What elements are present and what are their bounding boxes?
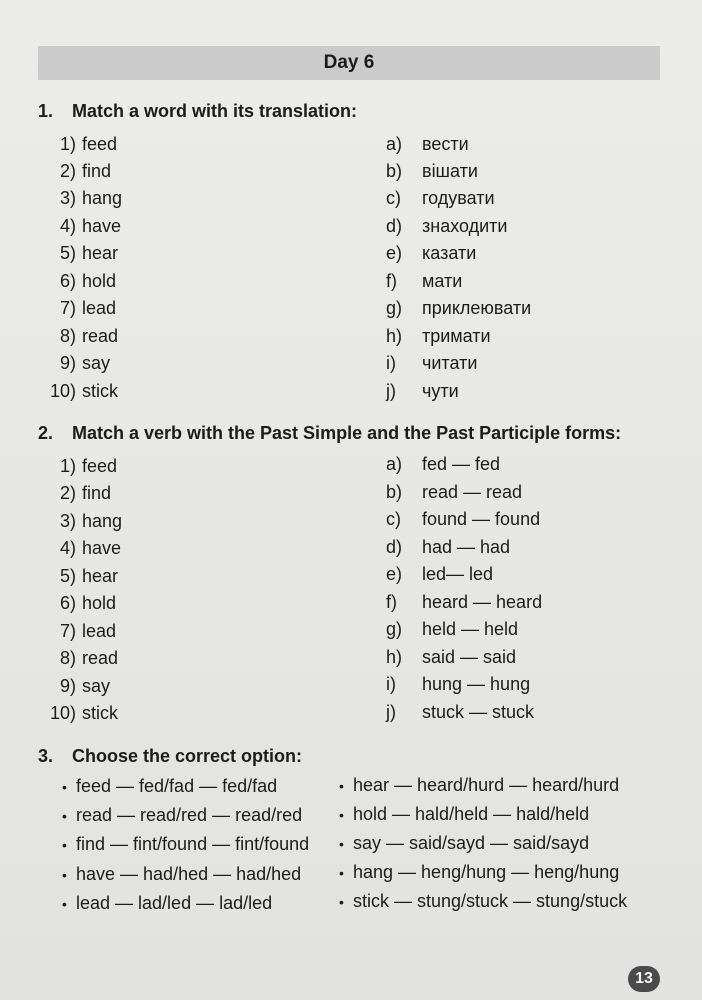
task3-right-item: • hold — hald/held — hald/held xyxy=(339,804,590,824)
task1-right-item: h) тримати xyxy=(386,326,491,346)
task2-title xyxy=(38,423,621,444)
task2-right-item: f) heard — heard xyxy=(386,592,543,612)
task2-left-item: 2) find xyxy=(59,483,112,503)
task2-right-item: c) found — found xyxy=(386,509,541,529)
task1-instruction: Match a word with its translation: xyxy=(72,101,358,121)
task3-right-item: • say — said/sayd — said/sayd xyxy=(339,833,590,853)
task1-right-item: i) читати xyxy=(386,353,478,373)
task2-left-item: 1) feed xyxy=(59,456,118,476)
task3-left-item: • find — fint/found — fint/found xyxy=(62,834,310,854)
task2-right-item: b) read — read xyxy=(386,482,523,502)
page-number-badge xyxy=(628,966,660,992)
task1-left-item: 7) lead xyxy=(59,298,117,318)
task1-right-item: j) чути xyxy=(386,381,459,401)
task3-right-item: • stick — stung/stuck — stung/stuck xyxy=(339,891,628,911)
task1-right-item: g) приклеювати xyxy=(386,298,532,318)
task3-title xyxy=(38,746,302,767)
task2-right-item: g) held — held xyxy=(386,619,519,639)
task2-left-item: 10) stick xyxy=(49,703,118,723)
task1-right-item: d) знаходити xyxy=(386,216,508,236)
task1-right-item: b) вішати xyxy=(386,161,478,181)
task1-left-item: 1) feed xyxy=(59,134,118,154)
task1-left-item: 4) have xyxy=(59,216,122,236)
task1-right-item: f) мати xyxy=(386,271,463,291)
task3-left-item: • lead — lad/led — lad/led xyxy=(62,893,273,913)
task3-number: 3. xyxy=(38,746,54,766)
day-header xyxy=(38,46,660,80)
task2-right-item: i) hung — hung xyxy=(386,674,531,694)
task1-left-item: 8) read xyxy=(59,326,119,346)
task2-left-item: 4) have xyxy=(59,538,122,558)
task1-right-item: c) годувати xyxy=(386,188,495,208)
task1-right-item: e) казати xyxy=(386,243,477,263)
task2-left-item: 5) hear xyxy=(59,566,119,586)
task3-instruction: Choose the correct option: xyxy=(72,746,303,766)
task3-right-item: • hear — heard/hurd — heard/hurd xyxy=(339,775,620,795)
task3-left-item: • read — read/red — read/red xyxy=(62,805,303,825)
task1-right-item: a) вести xyxy=(386,134,469,154)
day-title: Day 6 xyxy=(323,52,375,73)
task2-left-item: 6) hold xyxy=(59,593,117,613)
task2-left-item: 9) say xyxy=(59,676,111,696)
task2-right-item: j) stuck — stuck xyxy=(386,702,535,722)
task3-right-item: • hang — heng/hung — heng/hung xyxy=(339,862,620,882)
page-number: 13 xyxy=(635,970,653,987)
task2-left-item: 7) lead xyxy=(59,621,117,641)
task1-left-item: 2) find xyxy=(59,161,112,181)
task2-left-item: 8) read xyxy=(59,648,119,668)
task2-number: 2. xyxy=(38,423,54,443)
task1-number: 1. xyxy=(38,101,54,121)
task1-left-item: 9) say xyxy=(59,353,111,373)
task2-left-item: 3) hang xyxy=(59,511,123,531)
task2-right-item: h) said — said xyxy=(386,647,517,667)
task2-instruction: Match a verb with the Past Simple and the Past Participle forms: xyxy=(72,423,622,443)
task3-left-item: • have — had/hed — had/hed xyxy=(62,864,302,884)
task1-title xyxy=(38,101,357,122)
task1-left-item: 6) hold xyxy=(59,271,117,291)
task1-left-item: 10) stick xyxy=(49,381,118,401)
task1-left-item: 3) hang xyxy=(59,188,123,208)
task2-right-item: d) had — had xyxy=(386,537,511,557)
task2-right-item: e) led— led xyxy=(386,564,494,584)
task1-left-item: 5) hear xyxy=(59,243,119,263)
task3-left-item: • feed — fed/fad — fed/fad xyxy=(62,776,278,796)
task2-right-item: a) fed — fed xyxy=(386,454,501,474)
